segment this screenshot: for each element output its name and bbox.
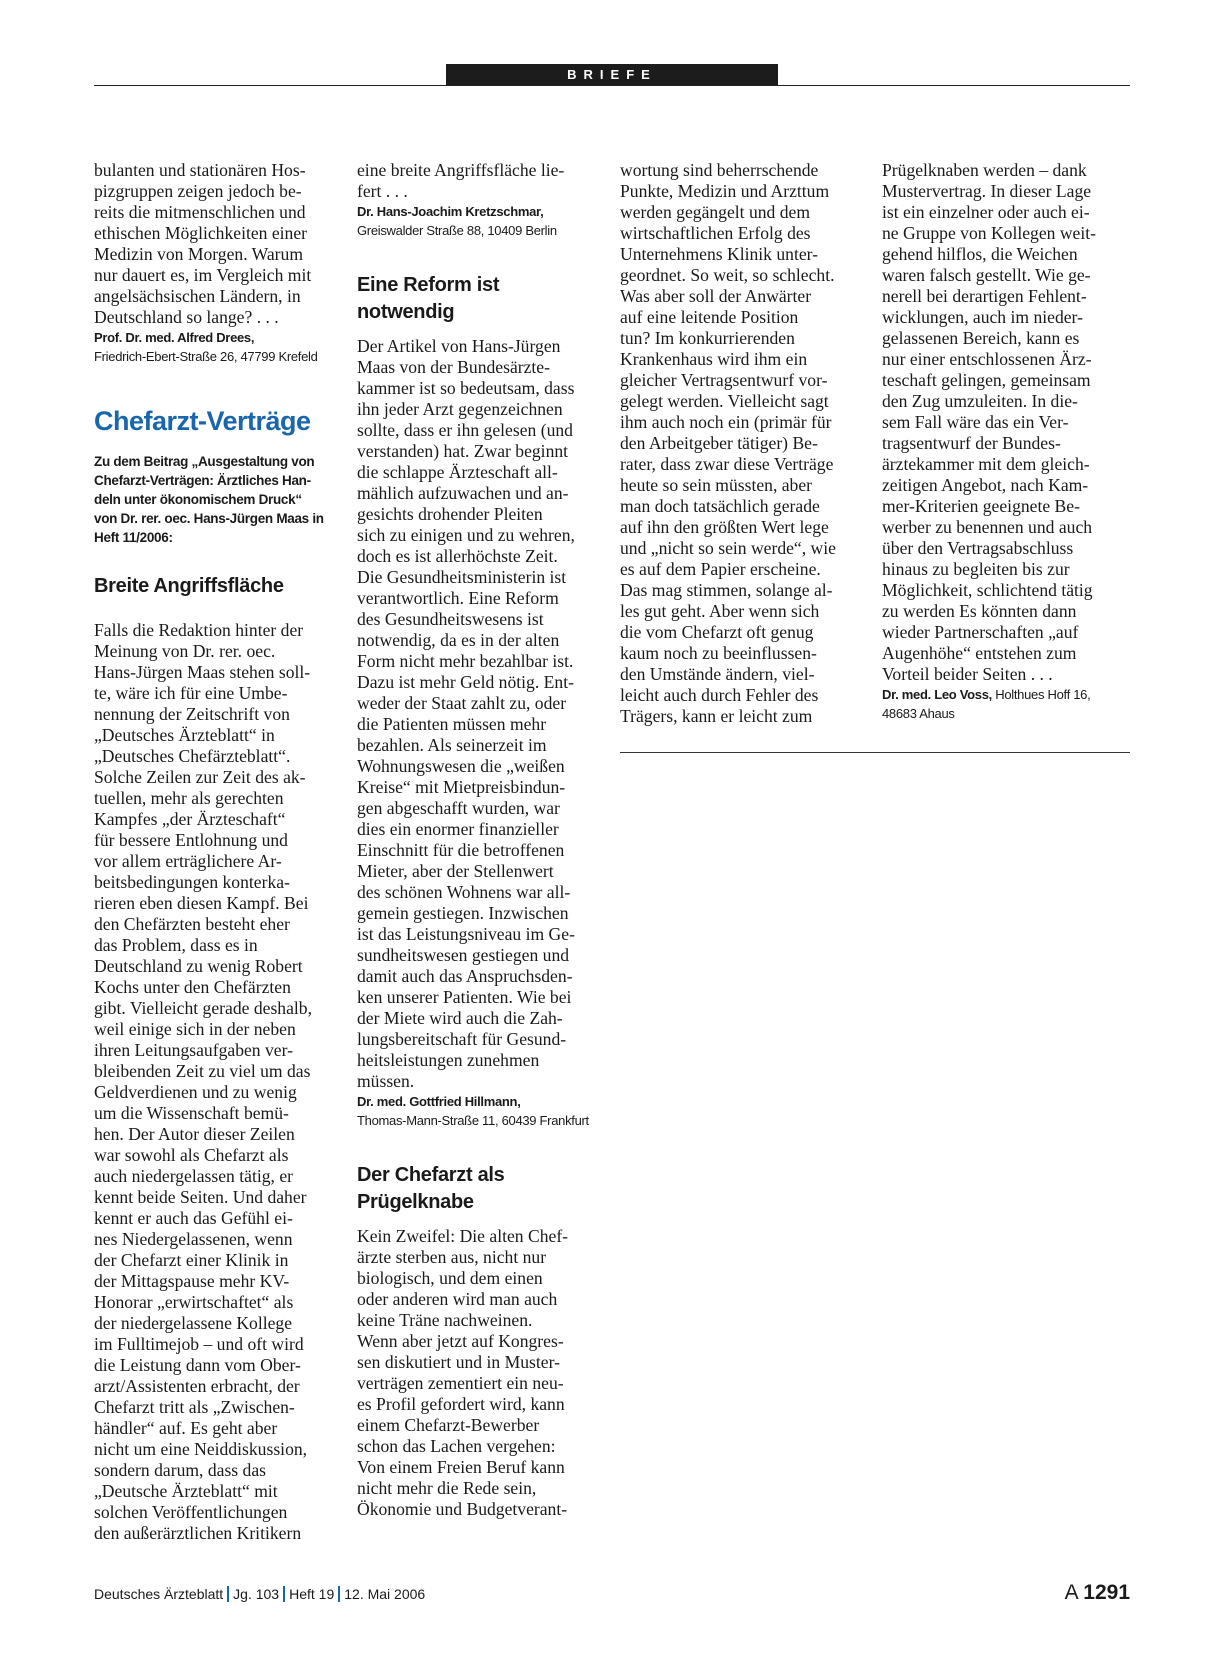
text-line: hen. Der Autor dieser Zeilen [94, 1124, 295, 1144]
text-line: ist das Leistungsniveau im Ge- [357, 924, 575, 944]
text-line: man doch tatsächlich gerade [620, 496, 820, 516]
text-line: ethischen Möglichkeiten einer [94, 223, 308, 243]
text-line: vor allem erträglichere Ar- [94, 851, 282, 871]
text-line: Kochs unter den Chefärzten [94, 977, 291, 997]
text-line: ihren Leitungsaufgaben ver- [94, 1040, 293, 1060]
text-line: Deutschland zu wenig Robert [94, 956, 303, 976]
text-line: werber zu benennen und auch [882, 517, 1093, 537]
text-line: des Gesundheitswesens ist [357, 609, 544, 629]
text-line: es Profil gefordert wird, kann [357, 1394, 565, 1414]
text-line: nur einer entschlossenen Ärz- [882, 349, 1092, 369]
text-line: nicht mehr die Rede sein, [357, 1478, 537, 1498]
divider [338, 1586, 340, 1602]
text-line: Die Gesundheitsministerin ist [357, 567, 567, 587]
text-line: Meinung von Dr. rer. oec. [94, 641, 276, 661]
text-line: der niedergelassene Kollege [94, 1313, 293, 1333]
text-line: Trägers, kann er leicht zum [620, 706, 813, 726]
text-line: keine Träne nachweinen. [357, 1310, 533, 1330]
text-line: den Zug umzuleiten. In die- [882, 391, 1078, 411]
text-line: für bessere Entlohnung und [94, 830, 288, 850]
text-line: Augenhöhe“ entstehen zum [882, 643, 1077, 663]
text-line: die vom Chefarzt oft genug [620, 622, 814, 642]
text-line: bulanten und stationären Hos- [94, 160, 306, 180]
text-line: biologisch, und dem einen [357, 1268, 543, 1288]
text-line: auf ihn den größten Wert lege [620, 517, 829, 537]
text-line: wortung sind beherrschende [620, 160, 819, 180]
footer [94, 1584, 425, 1604]
author-name: Dr. med. Leo Voss, [882, 687, 992, 702]
text-line: heitsleistungen zunehmen [357, 1050, 540, 1070]
text-line: der Miete wird auch die Zah- [357, 1008, 563, 1028]
intro-line: Chefarzt-Verträgen: Ärztliches Han- [94, 473, 311, 488]
text-line: Medizin von Morgen. Warum [94, 244, 304, 264]
text-line: der Mittagspause mehr KV- [94, 1271, 290, 1291]
text-line: Chefarzt tritt als „Zwischen- [94, 1397, 295, 1417]
text-line: doch es ist allerhöchste Zeit. [357, 546, 558, 566]
text-line: gleicher Vertragsentwurf vor- [620, 370, 828, 390]
issue-date: 12. Mai 2006 [344, 1586, 426, 1602]
text-line: sollte, dass er ihn gelesen (und [357, 420, 573, 440]
text-line: den Chefärzten besteht eher [94, 914, 290, 934]
text-line: kennt er auch das Gefühl ei- [94, 1208, 293, 1228]
text-line: auch niedergelassen tätig, er [94, 1166, 293, 1186]
section-intro [94, 452, 342, 547]
author-name: Dr. med. Gottfried Hillmann, [357, 1094, 521, 1109]
text-line: nur dauert es, im Vergleich mit [94, 265, 312, 285]
text-line: zeitigen Angebot, nach Kam- [882, 475, 1089, 495]
text-line: sondern darum, dass das [94, 1460, 266, 1480]
text-line: werden gegängelt und dem [620, 202, 811, 222]
text-line: Wenn aber jetzt auf Kongres- [357, 1331, 564, 1351]
volume: Jg. 103 [233, 1586, 280, 1602]
text-line: angelsächsischen Ländern, in [94, 286, 301, 306]
letter-text [620, 160, 868, 727]
text-line: heute so sein müssten, aber [620, 475, 813, 495]
text-line: Mieter, aber der Stellenwert [357, 861, 554, 881]
text-line: „Deutsches Chefärzteblatt“. [94, 746, 291, 766]
text-line: tuellen, mehr als gerechten [94, 788, 284, 808]
signature [357, 202, 605, 221]
author-name: Dr. Hans-Joachim Kretzschmar, [357, 204, 544, 219]
text-line: gemein gestiegen. Inzwischen [357, 903, 569, 923]
text-line: zu werden Es könnten dann [882, 601, 1077, 621]
page-number: A 1291 [1064, 1581, 1130, 1604]
text-line: es auf dem Papier erscheine. [620, 559, 821, 579]
text-line: ist ein einzelner oder auch ei- [882, 202, 1090, 222]
text-line: solchen Veröffentlichungen [94, 1502, 288, 1522]
text-line: teschaft gelingen, gemeinsam [882, 370, 1091, 390]
letter-text [357, 1226, 605, 1520]
text-line: weil einige sich in der neben [94, 1019, 296, 1039]
text-line: hinaus zu begleiten bis zur [882, 559, 1070, 579]
text-line: kennt beide Seiten. Und daher [94, 1187, 307, 1207]
author-address: Greiswalder Straße 88, 10409 Berlin [357, 223, 557, 238]
text-line: damit auch das Anspruchsden- [357, 966, 573, 986]
text-line: gen abgeschafft wurden, war [357, 798, 560, 818]
text-line: waren falsch gestellt. Wie ge- [882, 265, 1091, 285]
text-line: geordnet. So weit, so schlecht. [620, 265, 835, 285]
letter-headline: Der Chefarzt als Prügelknabe [357, 1164, 505, 1213]
letter-text [357, 160, 605, 202]
text-line: gehend hilflos, die Weichen [882, 244, 1078, 264]
text-line: Deutschland so lange? . . . [94, 307, 279, 327]
text-line: kammer ist so bedeutsam, dass [357, 378, 575, 398]
text-line: ne Gruppe von Kollegen weit- [882, 223, 1096, 243]
text-line: nennung der Zeitschrift von [94, 704, 290, 724]
column-1 [94, 160, 342, 1544]
text-line: rater, dass zwar diese Verträge [620, 454, 834, 474]
column-3 [620, 160, 868, 727]
text-line: Hans-Jürgen Maas stehen soll- [94, 662, 311, 682]
text-line: im Fulltimejob – und oft wird [94, 1334, 304, 1354]
text-line: war sowohl als Chefarzt als [94, 1145, 289, 1165]
signature [94, 328, 342, 347]
text-line: einem Chefarzt-Bewerber [357, 1415, 540, 1435]
text-line: kaum noch zu beeinflussen- [620, 643, 817, 663]
signature [357, 1092, 605, 1111]
text-line: Was aber soll der Anwärter [620, 286, 812, 306]
header-rule [94, 85, 1130, 86]
text-line: beitsbedingungen konterka- [94, 872, 290, 892]
column-4 [882, 160, 1130, 723]
text-line: verantwortlich. Eine Reform [357, 588, 559, 608]
text-line: Form nicht mehr bezahlbar ist. [357, 651, 574, 671]
author-address: Friedrich-Ebert-Straße 26, 47799 Krefeld [94, 349, 318, 364]
text-line: wicklungen, auch im nieder- [882, 307, 1083, 327]
text-line: arzt/Assistenten erbracht, der [94, 1376, 300, 1396]
text-line: lungsbereitschaft für Gesund- [357, 1029, 567, 1049]
text-line: bleibenden Zeit zu viel um das [94, 1061, 311, 1081]
text-line: die Patienten müssen mehr [357, 714, 547, 734]
text-line: sen diskutiert und in Muster- [357, 1352, 560, 1372]
text-line: auf eine leitende Position [620, 307, 799, 327]
author-name: Prof. Dr. med. Alfred Drees, [94, 330, 255, 345]
text-line: tun? Im konkurrierenden [620, 328, 795, 348]
text-line: Dazu ist mehr Geld nötig. Ent- [357, 672, 574, 692]
text-line: wieder Partnerschaften „auf [882, 622, 1079, 642]
text-line: Vorteil beider Seiten . . . [882, 664, 1053, 684]
text-line: den Umstände ändern, viel- [620, 664, 815, 684]
text-line: Mustervertrag. In dieser Lage [882, 181, 1092, 201]
text-line: les gut geht. Aber wenn sich [620, 601, 820, 621]
text-line: um die Wissenschaft bemü- [94, 1103, 289, 1123]
letter-text [94, 160, 342, 328]
text-line: ken unserer Patienten. Wie bei [357, 987, 572, 1007]
text-line: Honorar „erwirtschaftet“ als [94, 1292, 294, 1312]
text-line: te, wäre ich für eine Umbe- [94, 683, 288, 703]
text-line: pizgruppen zeigen jedoch be- [94, 181, 302, 201]
text-line: ärztekammer mit dem gleich- [882, 454, 1090, 474]
text-line: fert . . . [357, 181, 408, 201]
divider [227, 1586, 229, 1602]
text-line: Der Artikel von Hans-Jürgen [357, 336, 561, 356]
text-line: gibt. Vielleicht gerade deshalb, [94, 998, 312, 1018]
divider [283, 1586, 285, 1602]
text-line: Maas von der Bundesärzte- [357, 357, 550, 377]
text-line: gelegt werden. Vielleicht sagt [620, 391, 829, 411]
text-line: weder der Staat zahlt zu, oder [357, 693, 567, 713]
text-line: sundheitswesen gestiegen und [357, 945, 570, 965]
column-2 [357, 160, 605, 1520]
signature [882, 685, 1130, 704]
text-line: nicht um eine Neiddiskussion, [94, 1439, 308, 1459]
text-line: mer-Kriterien geeignete Be- [882, 496, 1080, 516]
text-line: verträgen zementiert ein neu- [357, 1373, 564, 1393]
text-line: des schönen Wohnens war all- [357, 882, 571, 902]
text-line: die Leistung dann vom Ober- [94, 1355, 301, 1375]
text-line: über den Vertragsabschluss [882, 538, 1074, 558]
text-line: Das mag stimmen, solange al- [620, 580, 833, 600]
text-line: Von einem Freien Beruf kann [357, 1457, 565, 1477]
text-line: händler“ auf. Es geht aber [94, 1418, 278, 1438]
text-line: gelassenen Bereich, kann es [882, 328, 1080, 348]
text-line: Kein Zweifel: Die alten Chef- [357, 1226, 569, 1246]
text-line: reits die mitmenschlichen und [94, 202, 306, 222]
author-address: Thomas-Mann-Straße 11, 60439 Frankfurt [357, 1113, 589, 1128]
text-line: und „nicht so sein werde“, wie [620, 538, 836, 558]
text-line: ihn jeder Arzt gegenzeichnen [357, 399, 563, 419]
text-line: müssen. [357, 1071, 415, 1091]
text-line: Prügelknaben werden – dank [882, 160, 1087, 180]
intro-line: Heft 11/2006: [94, 530, 173, 545]
text-line: „Deutsche Ärzteblatt“ mit [94, 1481, 278, 1501]
text-line: den Arbeitgeber tätiger) Be- [620, 433, 818, 453]
text-line: mählich aufzuwachen und an- [357, 483, 569, 503]
letter-headline: Breite Angriffsfläche [94, 575, 284, 597]
intro-line: von Dr. rer. oec. Hans-Jürgen Maas in [94, 511, 324, 526]
author-address: 48683 Ahaus [882, 706, 955, 721]
text-line: Falls die Redaktion hinter der [94, 620, 304, 640]
text-line: bezahlen. Als seinerzeit im [357, 735, 547, 755]
text-line: „Deutsches Ärzteblatt“ in [94, 725, 275, 745]
text-line: Krankenhaus wird ihm ein [620, 349, 808, 369]
text-line: Möglichkeit, schlichtend tätig [882, 580, 1093, 600]
letter-headline: Eine Reform ist notwendig [357, 274, 500, 323]
text-line: sem Fall wäre das ein Ver- [882, 412, 1069, 432]
journal-name: Deutsches Ärzteblatt [94, 1586, 224, 1602]
text-line: ärzte sterben aus, nicht nur [357, 1247, 547, 1267]
section-tag: BRIEFE [446, 64, 778, 85]
intro-line: deln unter ökonomischem Druck“ [94, 492, 302, 507]
text-line: das Problem, dass es in [94, 935, 258, 955]
text-line: nerell bei derartigen Fehlent- [882, 286, 1087, 306]
text-line: wirtschaftlichen Erfolg des [620, 223, 811, 243]
text-line: Solche Zeilen zur Zeit des ak- [94, 767, 306, 787]
text-line: ihm auch noch ein (primär für [620, 412, 832, 432]
text-line: Kreise“ mit Mietpreisbindun- [357, 777, 566, 797]
author-address: Holthues Hoff 16, [991, 687, 1091, 702]
issue: Heft 19 [289, 1586, 335, 1602]
text-line: sich zu einigen und zu wehren, [357, 525, 575, 545]
section-title: Chefarzt-Verträge [94, 406, 311, 436]
text-line: schon das Lachen vergehen: [357, 1436, 556, 1456]
text-line: verstanden) hat. Zwar beginnt [357, 441, 569, 461]
text-line: Einschnitt für die betroffenen [357, 840, 565, 860]
text-line: die schlappe Ärzteschaft all- [357, 462, 558, 482]
text-line: Unternehmens Klinik unter- [620, 244, 819, 264]
intro-line: Zu dem Beitrag „Ausgestaltung von [94, 454, 315, 469]
column-end-rule [620, 752, 1130, 753]
text-line: nes Niedergelassenen, wenn [94, 1229, 293, 1249]
text-line: Punkte, Medizin und Arzttum [620, 181, 830, 201]
text-line: dies ein enormer finanzieller [357, 819, 559, 839]
text-line: der Chefarzt einer Klinik in [94, 1250, 289, 1270]
text-line: Ökonomie und Budgetverant- [357, 1499, 568, 1519]
text-line: eine breite Angriffsfläche lie- [357, 160, 565, 180]
letter-text [357, 336, 605, 1092]
text-line: oder anderen wird man auch [357, 1289, 558, 1309]
text-line: rieren eben diesen Kampf. Bei [94, 893, 309, 913]
letter-text [94, 620, 342, 1544]
text-line: leicht auch durch Fehler des [620, 685, 819, 705]
text-line: tragsentwurf der Bundes- [882, 433, 1061, 453]
text-line: den außerärztlichen Kritikern [94, 1523, 302, 1543]
text-line: Geldverdienen und zu wenig [94, 1082, 297, 1102]
text-line: gesichts drohender Pleiten [357, 504, 543, 524]
letter-text [882, 160, 1130, 685]
text-line: notwendig, da es in der alten [357, 630, 560, 650]
text-line: Wohnungswesen die „weißen [357, 756, 565, 776]
text-line: Kampfes „der Ärzteschaft“ [94, 809, 286, 829]
